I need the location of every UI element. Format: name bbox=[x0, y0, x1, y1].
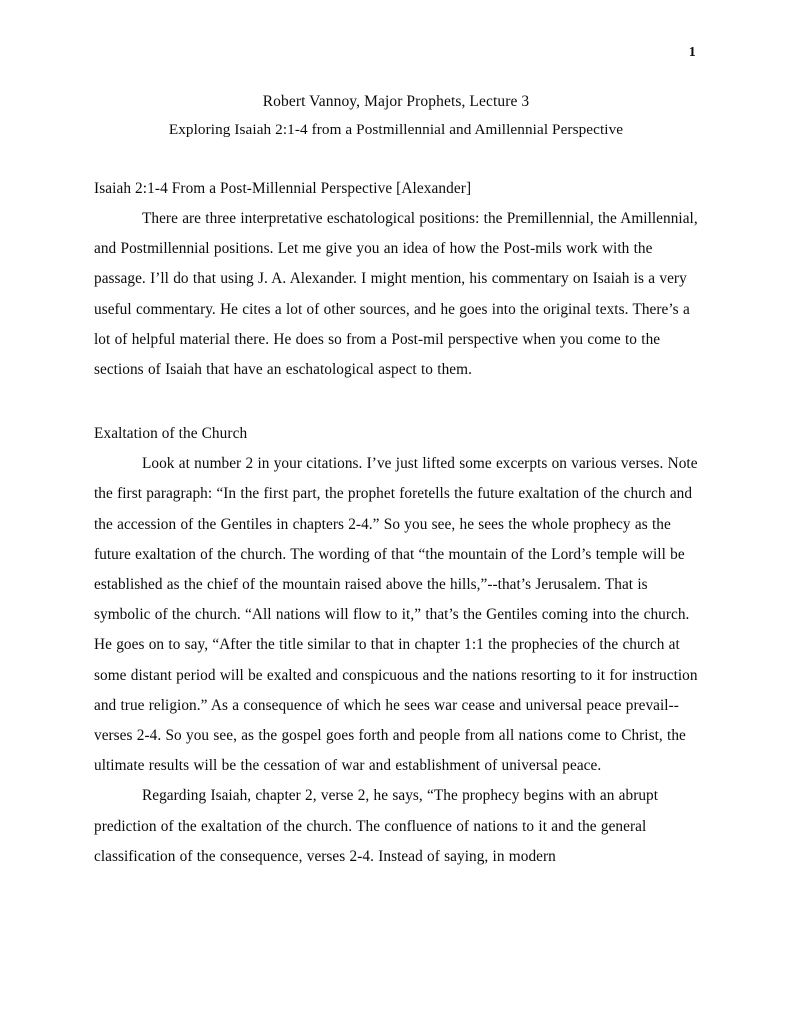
section-heading-2: Exaltation of the Church bbox=[94, 425, 248, 443]
document-title-line-1: Robert Vannoy, Major Prophets, Lecture 3 bbox=[262, 93, 530, 110]
section-heading-1: Isaiah 2:1-4 From a Post-Millennial Perspective [Alexander] bbox=[94, 180, 472, 197]
document-title-line-2: Exploring Isaiah 2:1-4 from a Postmillennial and Amillennial Perspective bbox=[168, 121, 624, 138]
page-number: 1 bbox=[688, 45, 696, 60]
document-body bbox=[94, 88, 698, 872]
paragraph-1: There are three interpretative eschatological positions: the Premillennial, the Amillennial, and Postmillennial positions. Let me give you an idea of how the Post-mils work with the passage. I’ll do that using J. A. Alexander. I might mention, his commentary on Isaiah is a very useful commentary. He cites a lot of other sources, and he goes into the original texts. There’s a lot of helpful material there. He does so from a Post-mil perspective when you come to the sections of Isaiah that have an eschatological aspect to them. bbox=[94, 210, 698, 379]
paragraph-3: Regarding Isaiah, chapter 2, verse 2, he says, “The prophecy begins with an abrupt prediction of the exaltation of the church. The confluence of nations to it and the general classification of the consequence, verses 2-4. Instead of saying, in modern bbox=[94, 787, 659, 865]
paragraph-2: Look at number 2 in your citations. I’ve just lifted some excerpts on various verses. Note the first paragraph: “In the first part, the prophet foretells the future exaltation of the church and the accession of the Gentiles in chapters 2-4.” So you see, he sees the whole prophecy as the future exaltation of the church. The wording of that “the mountain of the Lord’s temple will be established as the chief of the mountain raised above the hills,”--that’s Jerusalem. That is symbolic of the church. “All nations will flow to it,” that’s the Gentiles coming into the church. He goes on to say, “After the title similar to that in chapter 1:1 the prophecies of the church at some distant period will be exalted and conspicuous and the nations resorting to it for instruction and true religion.” As a consequence of which he sees war cease and universal peace prevail--verses 2-4. So you see, as the gospel goes forth and people from all nations come to Christ, the ultimate results will be the cessation of war and establishment of universal peace. bbox=[94, 455, 698, 775]
document-title-block bbox=[94, 88, 698, 144]
